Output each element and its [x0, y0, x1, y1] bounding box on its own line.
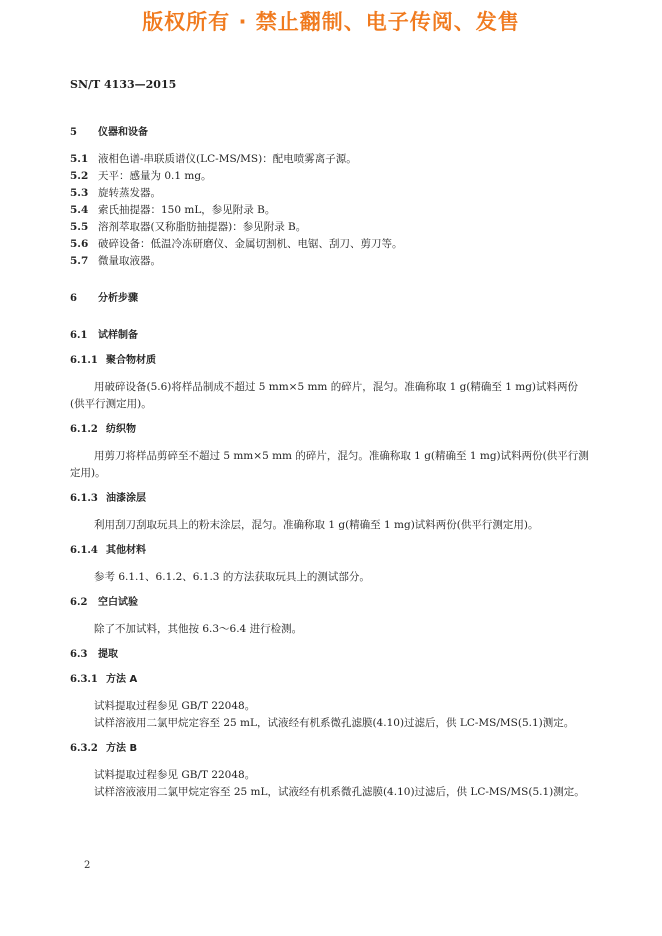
watermark-banner: 版权所有 · 禁止翻制、电子传阅、发售 — [142, 10, 520, 34]
section-number: 5 — [70, 127, 77, 138]
subsection-6-1-1-heading — [70, 352, 590, 369]
subsection-6-1-4-heading — [70, 542, 590, 559]
section-title: 仪器和设备 — [98, 127, 148, 138]
paragraph: 试样溶液用二氯甲烷定容至 25 mL，试液经有机系微孔滤膜(4.10)过滤后，供 LC-MS/MS(5.1)测定。 — [94, 717, 575, 729]
paragraph: 用破碎设备(5.6)将样品制成不超过 5 mm×5 mm 的碎片，混匀。准确称取 1 g(精确至 1 mg)试料两份(供平行测定用)。 — [70, 381, 579, 410]
section-number: 6.3.1 — [70, 674, 98, 685]
item-number: 5.7 — [70, 255, 89, 267]
paragraph: 参考 6.1.1、6.1.2、6.1.3 的方法获取玩具上的测试部分。 — [94, 571, 370, 583]
paragraph: 除了不加试料，其他按 6.3～6.4 进行检测。 — [94, 623, 303, 635]
subsection-6-1-heading — [70, 327, 590, 344]
paragraph: 试料提取过程参见 GB/T 22048。 — [94, 769, 256, 781]
item-text: 天平：感量为 0.1 mg。 — [98, 170, 212, 182]
item-number: 5.1 — [70, 153, 89, 165]
section-title: 空白试验 — [98, 597, 138, 608]
paragraph: 利用刮刀刮取玩具上的粉末涂层，混匀。准确称取 1 g(精确至 1 mg)试料两份(供平行测定用)。 — [94, 519, 539, 531]
section-title: 提取 — [98, 649, 118, 660]
item-text: 液相色谱-串联质谱仪(LC-MS/MS)：配电喷雾离子源。 — [98, 153, 357, 165]
item-text: 微量取液器。 — [98, 255, 161, 267]
item-number: 5.3 — [70, 187, 89, 199]
item-text: 溶剂萃取器(又称脂肪抽提器)：参见附录 B。 — [98, 221, 307, 233]
section-title: 油漆涂层 — [106, 493, 146, 504]
list-item — [70, 236, 590, 253]
item-number: 5.5 — [70, 221, 89, 233]
subsection-6-3-1-heading — [70, 671, 590, 688]
section-number: 6.1 — [70, 330, 88, 341]
item-text: 破碎设备：低温冷冻研磨仪、金属切割机、电锯、刮刀、剪刀等。 — [98, 238, 403, 250]
section-number: 6.3.2 — [70, 743, 98, 754]
section-title: 方法 B — [106, 743, 138, 754]
section-number: 6.1.2 — [70, 424, 98, 435]
section-number: 6.1.1 — [70, 355, 98, 366]
page-number: 2 — [84, 860, 91, 871]
section-5-heading — [70, 124, 590, 141]
section-title: 其他材料 — [106, 545, 146, 556]
paragraph: 试样溶液液用二氯甲烷定容至 25 mL，试液经有机系微孔滤膜(4.10)过滤后，供 LC-MS/MS(5.1)测定。 — [94, 786, 585, 798]
list-item — [70, 185, 590, 202]
section-number: 6 — [70, 293, 77, 304]
section-title: 试样制备 — [98, 330, 138, 341]
paragraph: 试料提取过程参见 GB/T 22048。 — [94, 700, 256, 712]
subsection-6-1-2-heading — [70, 421, 590, 438]
item-text: 索氏抽提器：150 mL，参见附录 B。 — [98, 204, 276, 216]
item-text: 旋转蒸发器。 — [98, 187, 161, 199]
list-item — [70, 219, 590, 236]
list-item — [70, 168, 590, 185]
section-5-list — [70, 151, 590, 270]
subsection-6-2-heading — [70, 594, 590, 611]
item-number: 5.6 — [70, 238, 89, 250]
section-title: 方法 A — [106, 674, 138, 685]
paragraph: 用剪刀将样品剪碎至不超过 5 mm×5 mm 的碎片，混匀。准确称取 1 g(精确至 1 mg)试料两份(供平行测定用)。 — [70, 450, 589, 479]
standard-number: SN/T 4133—2015 — [70, 78, 177, 91]
item-number: 5.4 — [70, 204, 89, 216]
subsection-6-1-3-heading — [70, 490, 590, 507]
list-item — [70, 151, 590, 168]
section-number: 6.2 — [70, 597, 88, 608]
section-title: 聚合物材质 — [106, 355, 156, 366]
item-number: 5.2 — [70, 170, 89, 182]
section-number: 6.3 — [70, 649, 88, 660]
subsection-6-3-heading — [70, 646, 590, 663]
list-item — [70, 202, 590, 219]
list-item — [70, 253, 590, 270]
section-6-heading — [70, 290, 590, 307]
section-title: 分析步骤 — [98, 293, 138, 304]
subsection-6-3-2-heading — [70, 740, 590, 757]
section-number: 6.1.4 — [70, 545, 98, 556]
section-title: 纺织物 — [106, 424, 136, 435]
document-body — [70, 124, 590, 801]
section-number: 6.1.3 — [70, 493, 98, 504]
